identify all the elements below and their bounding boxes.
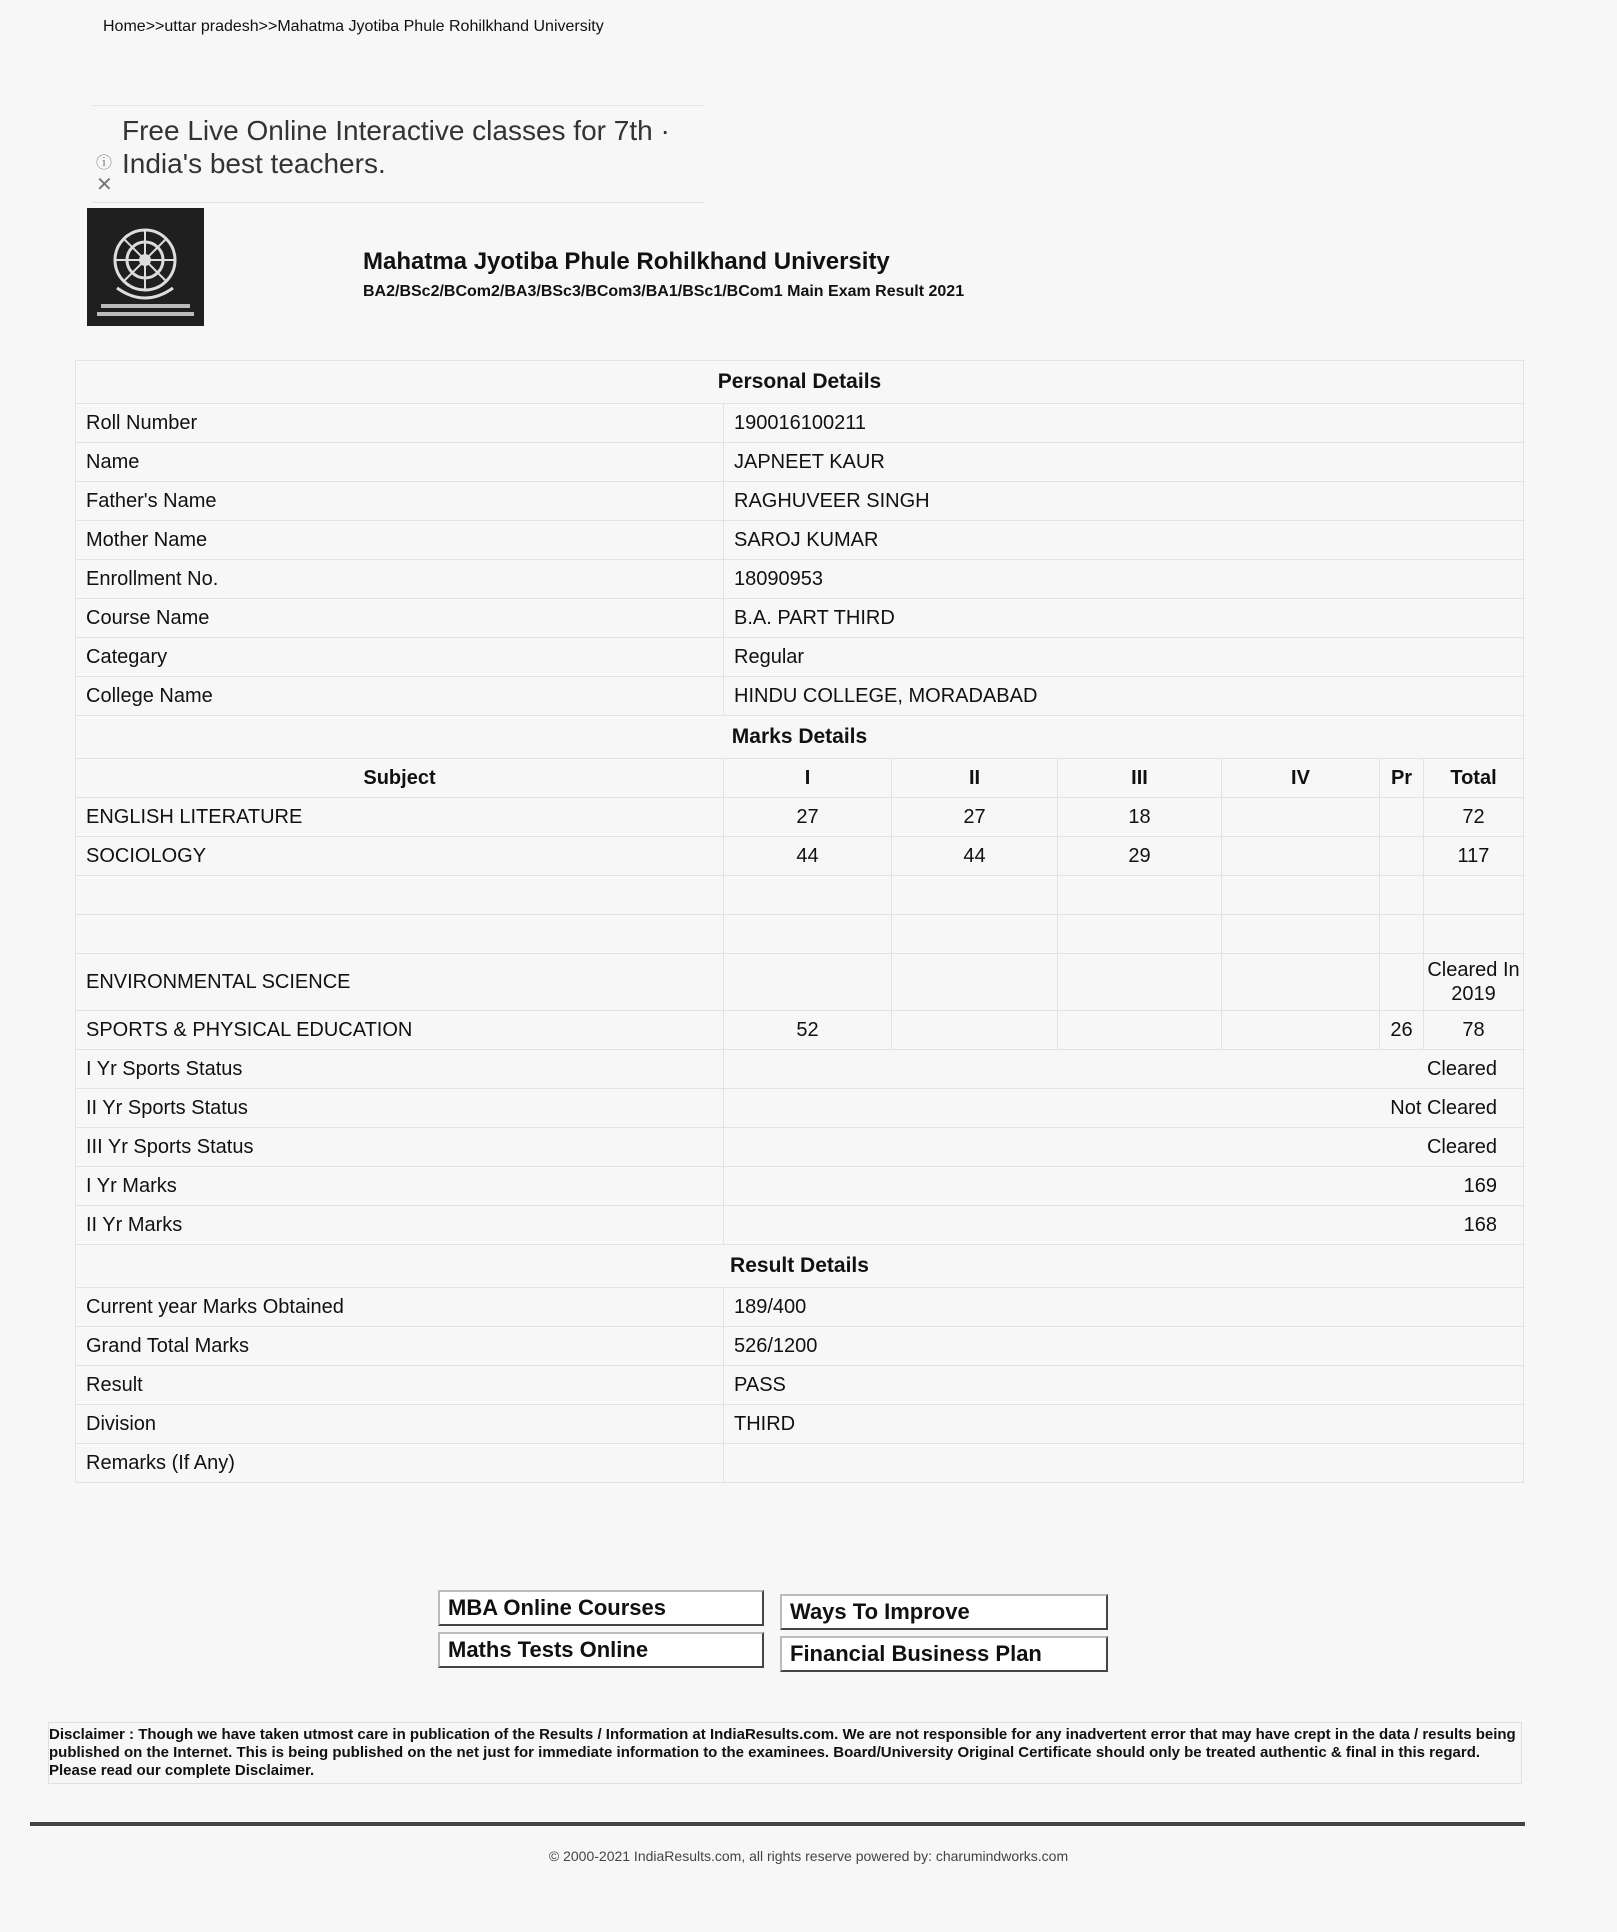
status-value: 169	[724, 1167, 1524, 1206]
close-icon[interactable]: ✕	[96, 174, 113, 196]
marks-cell	[1380, 798, 1424, 837]
subject-row	[76, 1011, 1524, 1050]
breadcrumb-separator: >>	[258, 18, 278, 35]
personal-value: SAROJ KUMAR	[724, 521, 1524, 560]
empty-cell	[1058, 876, 1222, 915]
result-row	[76, 1366, 1524, 1405]
marks-cell	[1222, 798, 1380, 837]
marks-cell	[724, 954, 892, 1011]
personal-row	[76, 404, 1524, 443]
status-row	[76, 1206, 1524, 1245]
subject-name: SPORTS & PHYSICAL EDUCATION	[76, 1011, 724, 1050]
marks-cell: 26	[1380, 1011, 1424, 1050]
total-cell: Cleared In 2019	[1424, 954, 1524, 1011]
marks-cell	[892, 954, 1058, 1011]
status-value: Not Cleared	[724, 1089, 1524, 1128]
marks-cell: 18	[1058, 798, 1222, 837]
result-label: Result	[76, 1366, 724, 1405]
personal-value: JAPNEET KAUR	[724, 443, 1524, 482]
status-label: II Yr Marks	[76, 1206, 724, 1245]
personal-row	[76, 638, 1524, 677]
status-value: Cleared	[724, 1128, 1524, 1167]
total-cell: 72	[1424, 798, 1524, 837]
breadcrumb-university[interactable]: Mahatma Jyotiba Phule Rohilkhand University	[277, 18, 604, 35]
ad-link-mba-online-courses[interactable]: MBA Online Courses	[438, 1590, 764, 1626]
personal-value: HINDU COLLEGE, MORADABAD	[724, 677, 1524, 716]
marks-cell	[1222, 1011, 1380, 1050]
ad-text[interactable]: Free Live Online Interactive classes for 7th · India's best teachers.	[122, 115, 670, 179]
result-row	[76, 1444, 1524, 1483]
status-label: II Yr Sports Status	[76, 1089, 724, 1128]
exam-subtitle: BA2/BSc2/BCom2/BA3/BSc3/BCom3/BA1/BSc1/BCom1 Main Exam Result 2021	[363, 283, 965, 300]
result-row	[76, 1288, 1524, 1327]
divider	[30, 1822, 1525, 1826]
subject-name: SOCIOLOGY	[76, 837, 724, 876]
personal-row	[76, 560, 1524, 599]
result-value: THIRD	[724, 1405, 1524, 1444]
status-value: Cleared	[724, 1050, 1524, 1089]
total-cell: 78	[1424, 1011, 1524, 1050]
marks-cell: 27	[724, 798, 892, 837]
empty-cell	[1222, 915, 1380, 954]
marks-cell: 29	[1058, 837, 1222, 876]
status-row	[76, 1167, 1524, 1206]
personal-row	[76, 443, 1524, 482]
subject-name: ENGLISH LITERATURE	[76, 798, 724, 837]
empty-cell	[1424, 876, 1524, 915]
result-table	[75, 360, 1524, 1483]
empty-cell	[1380, 915, 1424, 954]
personal-value: B.A. PART THIRD	[724, 599, 1524, 638]
total-cell: 117	[1424, 837, 1524, 876]
status-row	[76, 1050, 1524, 1089]
personal-value: 18090953	[724, 560, 1524, 599]
result-row	[76, 1327, 1524, 1366]
personal-label: Course Name	[76, 599, 724, 638]
personal-label: Father's Name	[76, 482, 724, 521]
marks-cell: 44	[724, 837, 892, 876]
marks-cell	[1058, 954, 1222, 1011]
result-label: Remarks (If Any)	[76, 1444, 724, 1483]
result-row	[76, 1405, 1524, 1444]
marks-cell: 44	[892, 837, 1058, 876]
column-header: IV	[1222, 759, 1380, 798]
column-header: Subject	[76, 759, 724, 798]
column-header: Total	[1424, 759, 1524, 798]
ad-link-maths-tests-online[interactable]: Maths Tests Online	[438, 1632, 764, 1668]
disclaimer: Disclaimer : Though we have taken utmost care in publication of the Results / Information at IndiaResults.com. We are not responsible for any inadvertent error that may have crept in the data / results being published on the Internet. This is being published on the net just for immediate information to the examinees. Board/University Original Certificate should only be treated authentic & final in this regard. Please read our complete Disclaimer.	[48, 1722, 1522, 1784]
empty-cell	[1424, 915, 1524, 954]
personal-value: 190016100211	[724, 404, 1524, 443]
personal-label: Roll Number	[76, 404, 724, 443]
empty-cell	[892, 876, 1058, 915]
personal-label: Name	[76, 443, 724, 482]
ad-link-ways-to-improve[interactable]: Ways To Improve	[780, 1594, 1108, 1630]
empty-cell	[1380, 876, 1424, 915]
footer: © 2000-2021 IndiaResults.com, all rights reserve powered by: charumindworks.com	[548, 1848, 1069, 1864]
column-header: II	[892, 759, 1058, 798]
column-header: I	[724, 759, 892, 798]
marks-header-row	[76, 759, 1524, 798]
subject-row	[76, 798, 1524, 837]
info-icon[interactable]: ⓘ	[96, 155, 113, 172]
status-row	[76, 1128, 1524, 1167]
status-row	[76, 1089, 1524, 1128]
breadcrumb-state-link[interactable]: uttar pradesh	[164, 18, 259, 35]
marks-cell: 52	[724, 1011, 892, 1050]
marks-cell	[1222, 837, 1380, 876]
status-label: III Yr Sports Status	[76, 1128, 724, 1167]
empty-cell	[892, 915, 1058, 954]
ad-link-financial-business-plan[interactable]: Financial Business Plan	[780, 1636, 1108, 1672]
subject-row	[76, 837, 1524, 876]
ad-banner[interactable]	[92, 105, 704, 203]
result-label: Division	[76, 1405, 724, 1444]
subject-row	[76, 954, 1524, 1011]
empty-row	[76, 915, 1524, 954]
breadcrumb-home-link[interactable]: Home	[103, 18, 146, 35]
marks-cell	[1380, 837, 1424, 876]
marks-details-heading: Marks Details	[76, 716, 1524, 759]
marks-cell	[1380, 954, 1424, 1011]
marks-cell: 27	[892, 798, 1058, 837]
marks-cell	[892, 1011, 1058, 1050]
status-label: I Yr Marks	[76, 1167, 724, 1206]
subject-name: ENVIRONMENTAL SCIENCE	[76, 954, 724, 1011]
result-label: Current year Marks Obtained	[76, 1288, 724, 1327]
university-title: Mahatma Jyotiba Phule Rohilkhand University	[363, 248, 890, 275]
personal-details-heading: Personal Details	[76, 361, 1524, 404]
personal-row	[76, 521, 1524, 560]
personal-value: RAGHUVEER SINGH	[724, 482, 1524, 521]
personal-label: Mother Name	[76, 521, 724, 560]
empty-cell	[76, 915, 724, 954]
breadcrumb	[103, 18, 604, 36]
personal-label: College Name	[76, 677, 724, 716]
result-value: 526/1200	[724, 1327, 1524, 1366]
personal-row	[76, 599, 1524, 638]
result-value: PASS	[724, 1366, 1524, 1405]
empty-row	[76, 876, 1524, 915]
empty-cell	[724, 915, 892, 954]
empty-cell	[1058, 915, 1222, 954]
personal-label: Enrollment No.	[76, 560, 724, 599]
status-label: I Yr Sports Status	[76, 1050, 724, 1089]
breadcrumb-separator: >>	[145, 18, 165, 35]
marks-cell	[1058, 1011, 1222, 1050]
personal-row	[76, 482, 1524, 521]
result-label: Grand Total Marks	[76, 1327, 724, 1366]
column-header: Pr	[1380, 759, 1424, 798]
result-value	[724, 1444, 1524, 1483]
column-header: III	[1058, 759, 1222, 798]
result-details-heading: Result Details	[76, 1245, 1524, 1288]
empty-cell	[76, 876, 724, 915]
marks-cell	[1222, 954, 1380, 1011]
personal-row	[76, 677, 1524, 716]
personal-value: Regular	[724, 638, 1524, 677]
empty-cell	[1222, 876, 1380, 915]
personal-label: Categary	[76, 638, 724, 677]
status-value: 168	[724, 1206, 1524, 1245]
university-logo	[87, 208, 204, 326]
result-value: 189/400	[724, 1288, 1524, 1327]
empty-cell	[724, 876, 892, 915]
